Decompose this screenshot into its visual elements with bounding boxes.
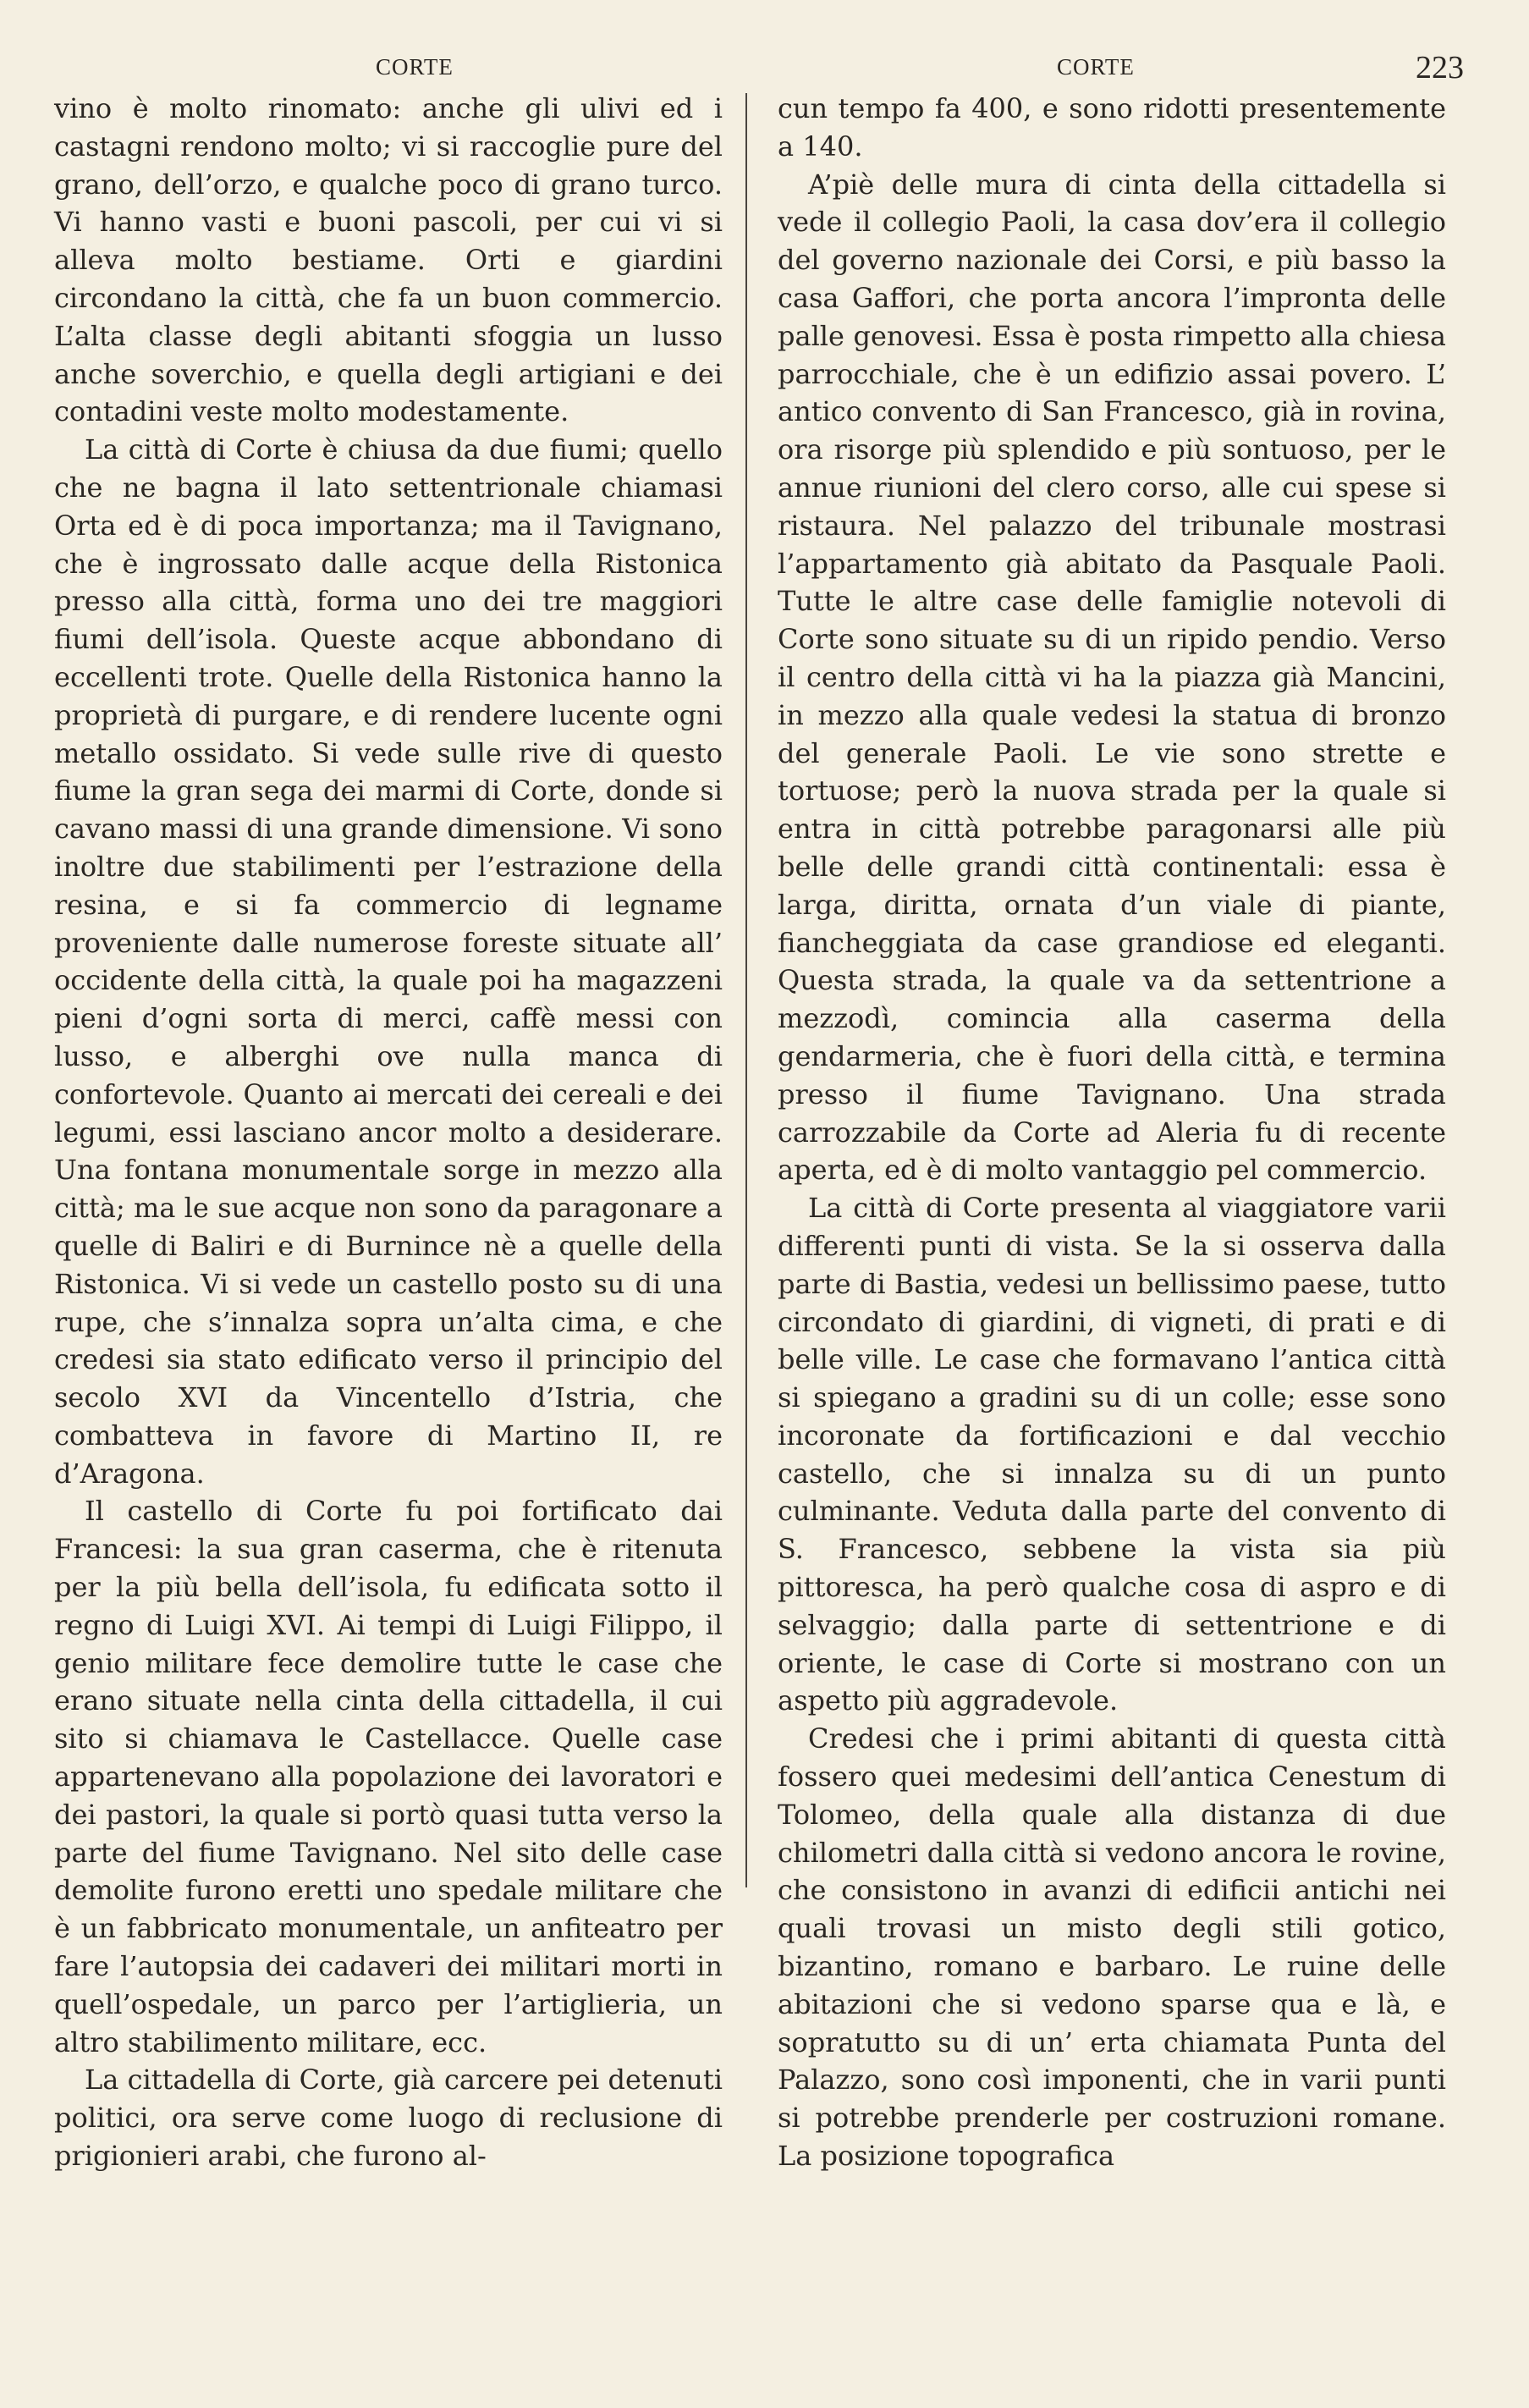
paragraph: La cittadella di Corte, già carcere pei detenuti politici, ora serve come luogo di reclusione di prigionieri arabi, che furono al- <box>54 2064 723 2173</box>
page-number: 223 <box>1416 50 1464 85</box>
right-column <box>778 90 1446 2175</box>
column-divider <box>745 93 747 1887</box>
paragraph: La città di Corte presenta al viaggiatore varii differenti punti di vista. Se la si osserva dalla parte di Bastia, vedesi un bellissimo paese, tutto circondato di giardini, di vigneti, di prati e di belle ville. Le case che formavano l’antica città si spiegano a gradini su di un colle; esse sono incoronate da fortificazioni e dal vecchio castello, che si innalza su di un punto culminante. Veduta dalla parte del convento di S. Francesco, sebbene la vista sia più pittoresca, ha però qualche cosa di aspro e di selvaggio; dalla parte di settentrione e di oriente, le case di Corte si mostrano con un aspetto più aggradevole. <box>778 1192 1446 1717</box>
running-head-left: CORTE <box>376 54 454 80</box>
paragraph: La città di Corte è chiusa da due fiumi; quello che ne bagna il lato settentrionale chiamasi Orta ed è di poca importanza; ma il Tavignano, che è ingrossato dalle acque della Ristonica presso alla città, forma uno dei tre maggiori fiumi dell’isola. Queste acque abbondano di eccellenti trote. Quelle della Ristonica hanno la proprietà di purgare, e di rendere lucente ogni metallo ossidato. Si vede sulle rive di questo fiume la gran sega dei marmi di Corte, donde si cavano massi di una grande dimensione. Vi sono inoltre due stabilimenti per l’estrazione della resina, e si fa commercio di legname proveniente dalle numerose foreste situate all’ occidente della città, la quale poi ha magazzeni pieni d’ogni sorta di merci, caffè messi con lusso, e alberghi ove nulla manca di confortevole. Quanto ai mercati dei cereali e dei legumi, essi lasciano ancor molto a desiderare. Una fontana monumentale sorge in mezzo alla città; ma le sue acque non sono da paragonare a quelle di Baliri e di Burnince nè a quelle della Ristonica. Vi si vede un castello posto su di una rupe, che s’innalza sopra un’alta cima, e che credesi sia stato edificato verso il principio del secolo XVI da Vincentello d’Istria, che combatteva in favore di Martino II, re d’Aragona. <box>54 433 723 1490</box>
paragraph: cun tempo fa 400, e sono ridotti presentemente a 140. <box>778 92 1446 163</box>
paragraph: Il castello di Corte fu poi fortificato dai Francesi: la sua gran caserma, che è ritenuta per la più bella dell’isola, fu edificata sotto il regno di Luigi XVI. Ai tempi di Luigi Filippo, il genio militare fece demolire tutte le case che erano situate nella cinta della cittadella, il cui sito si chiamava le Castellacce. Quelle case appartenevano alla popolazione dei lavoratori e dei pastori, la quale si portò quasi tutta verso la parte del fiume Tavignano. Nel sito delle case demolite furono eretti uno spedale militare che è un fabbricato monumentale, un anfiteatro per fare l’autopsia dei cadaveri dei militari morti in quell’ospedale, un parco per l’artiglieria, un altro stabilimento militare, ecc. <box>54 1495 723 2058</box>
paragraph: A’piè delle mura di cinta della cittadella si vede il collegio Paoli, la casa dov’era il collegio del governo nazionale dei Corsi, e più basso la casa Gaffori, che porta ancora l’impronta delle palle genovesi. Essa è posta rimpetto alla chiesa parrocchiale, che è un edifizio assai povero. L’ antico convento di San Francesco, già in rovina, ora risorge più splendido e più sontuoso, per le annue riunioni del clero corso, alle cui spese si ristaura. Nel palazzo del tribunale mostrasi l’appartamento già abitato da Pasquale Paoli. Tutte le altre case delle famiglie notevoli di Corte sono situate su di un ripido pendio. Verso il centro della città vi ha la piazza già Mancini, in mezzo alla quale vedesi la statua di bronzo del generale Paoli. Le vie sono strette e tortuose; però la nuova strada per la quale si entra in città potrebbe paragonarsi alle più belle delle grandi città continentali: essa è larga, diritta, ornata d’un viale di piante, fiancheggiata da case grandiose ed eleganti. Questa strada, la quale va da settentrione a mezzodì, comincia alla caserma della gendarmeria, che è fuori della città, e termina presso il fiume Tavignano. Una strada carrozzabile da Corte ad Aleria fu di recente aperta, ed è di molto vantaggio pel commercio. <box>778 168 1446 1187</box>
paragraph: vino è molto rinomato: anche gli ulivi ed i castagni rendono molto; vi si raccoglie pure del grano, dell’orzo, e qualche poco di grano turco. Vi hanno vasti e buoni pascoli, per cui vi si alleva molto bestiame. Orti e giardini circondano la città, che fa un buon commercio. L’alta classe degli abitanti sfoggia un lusso anche soverchio, e quella degli artigiani e dei contadini veste molto modestamente. <box>54 92 723 428</box>
running-head-right: CORTE <box>1057 54 1135 80</box>
left-column <box>54 90 723 2175</box>
paragraph: Credesi che i primi abitanti di questa città fossero quei medesimi dell’antica Cenestum di Tolomeo, della quale alla distanza di due chilometri dalla città si vedono ancora le rovine, che consistono in avanzi di edificii antichi nei quali trovasi un misto degli stili gotico, bizantino, romano e barbaro. Le ruine delle abitazioni che si vedono sparse qua e là, e sopratutto su di un’ erta chiamata Punta del Palazzo, sono così imponenti, che in varii punti si potrebbe prenderle per costruzioni romane. La posizione topografica <box>778 1722 1446 2173</box>
